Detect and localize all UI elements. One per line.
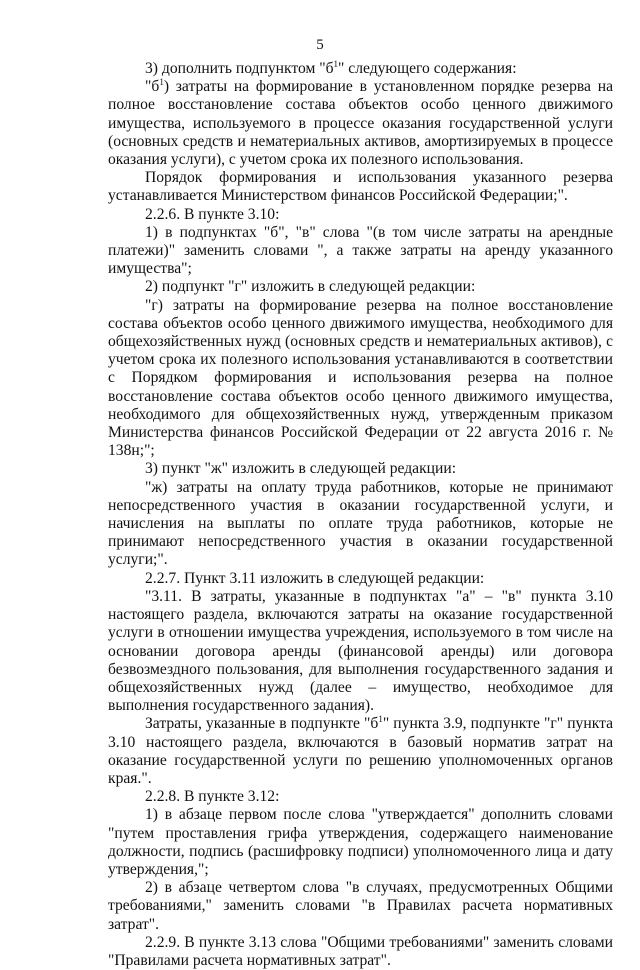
paragraph-subitem-zh-text: "ж) затраты на оплату труда работников, которые не принимают непосредственного участия в оказании государственной услуги, и начисления на выплаты по оплате труда работников, которые не принимают непосредственного участия в оказании государственной услуги;". bbox=[108, 478, 613, 569]
paragraph-3-11-text: "3.11. В затраты, указанные в подпунктах "а" – "в" пункта 3.10 настоящего раздела, включаются затраты на оказание государственной услуги в отношении имущества учреждения, используемого в том числе на основании договора аренды (финансовой аренды) или договора безвозмездного пользования, для выполнения государственного задания и общехозяйственных нужд (далее – имущество, необходимое для выполнения государственного задания). bbox=[108, 587, 613, 715]
paragraph-subitem-g-text: "г) затраты на формирование резерва на полное восстановление состава объектов особо ценного движимого имущества, необходимого для общехозяйственных нужд (основных средств и нематериальных активов), с учетом срока их полезного использования устанавливаются в соответствии с Порядком формирования и использования резерва на полное восстановление состава объектов особо ценного движимого имущества, необходимого для общехозяйственных нужд, утвержденным приказом Министерства финансов Российской Федерации от 22 августа 2016 г. № 138н;"; bbox=[108, 296, 613, 460]
paragraph-2-2-8-item-1: 1) в абзаце первом после слова "утверждается" дополнить словами "путем проставления грифа утверждения, содержащего наименование должности, подпись (расшифровку подписи) уполномоченного лица и дату утверждения,"; bbox=[108, 806, 613, 878]
paragraph-reserve-procedure: Порядок формирования и использования указанного резерва устанавливается Министерством финансов Российской Федерации;". bbox=[108, 169, 613, 205]
paragraph-2-2-6-heading: 2.2.6. В пункте 3.10: bbox=[145, 205, 280, 223]
page-number: 5 bbox=[316, 37, 324, 53]
paragraph-2-2-8-item-2: 2) в абзаце четвертом слова "в случаях, предусмотренных Общими требованиями," заменить словами "в Правилах расчета нормативных затрат". bbox=[108, 879, 613, 933]
paragraph-2-2-6-item-1: 1) в подпунктах "б", "в" слова "(в том числе затраты на арендные платежи)" заменить словами ", а также затраты на аренду указанного имущества"; bbox=[108, 223, 613, 278]
paragraph-add-subitem-b1: 3) дополнить подпунктом "$б^1$" следующего содержания: bbox=[145, 59, 517, 77]
paragraph-3-11-costs: Затраты, указанные в подпункте "$б^1$" пункта 3.9, подпункте "г" пункта 3.10 настоящего раздела, включаются в базовый норматив затрат на оказание государственной услуги по решению уполномоченных органов края.". bbox=[108, 714, 613, 787]
paragraph-2-2-6-item-3: 3) пункт "ж" изложить в следующей редакции: bbox=[145, 460, 457, 478]
paragraph-2-2-9: 2.2.9. В пункте 3.13 слова "Общими требованиями" заменить словами "Правилами расчета нормативных затрат". bbox=[108, 933, 613, 969]
document-body bbox=[108, 60, 613, 970]
paragraph-2-2-8-heading: 2.2.8. В пункте 3.12: bbox=[145, 788, 280, 806]
paragraph-subitem-b1-text: "$б^1$) затраты на формирование в установленном порядке резерва на полное восстановление состава объектов особо ценного движимого имущества, используемого в процессе оказания государственной услуги (основных средств и нематериальных активов, амортизируемых в процессе оказания услуги), с учетом срока их полезного использования. bbox=[108, 77, 613, 169]
paragraph-2-2-7-heading: 2.2.7. Пункт 3.11 изложить в следующей редакции: bbox=[145, 569, 485, 587]
paragraph-2-2-6-item-2: 2) подпункт "г" изложить в следующей редакции: bbox=[145, 278, 476, 296]
